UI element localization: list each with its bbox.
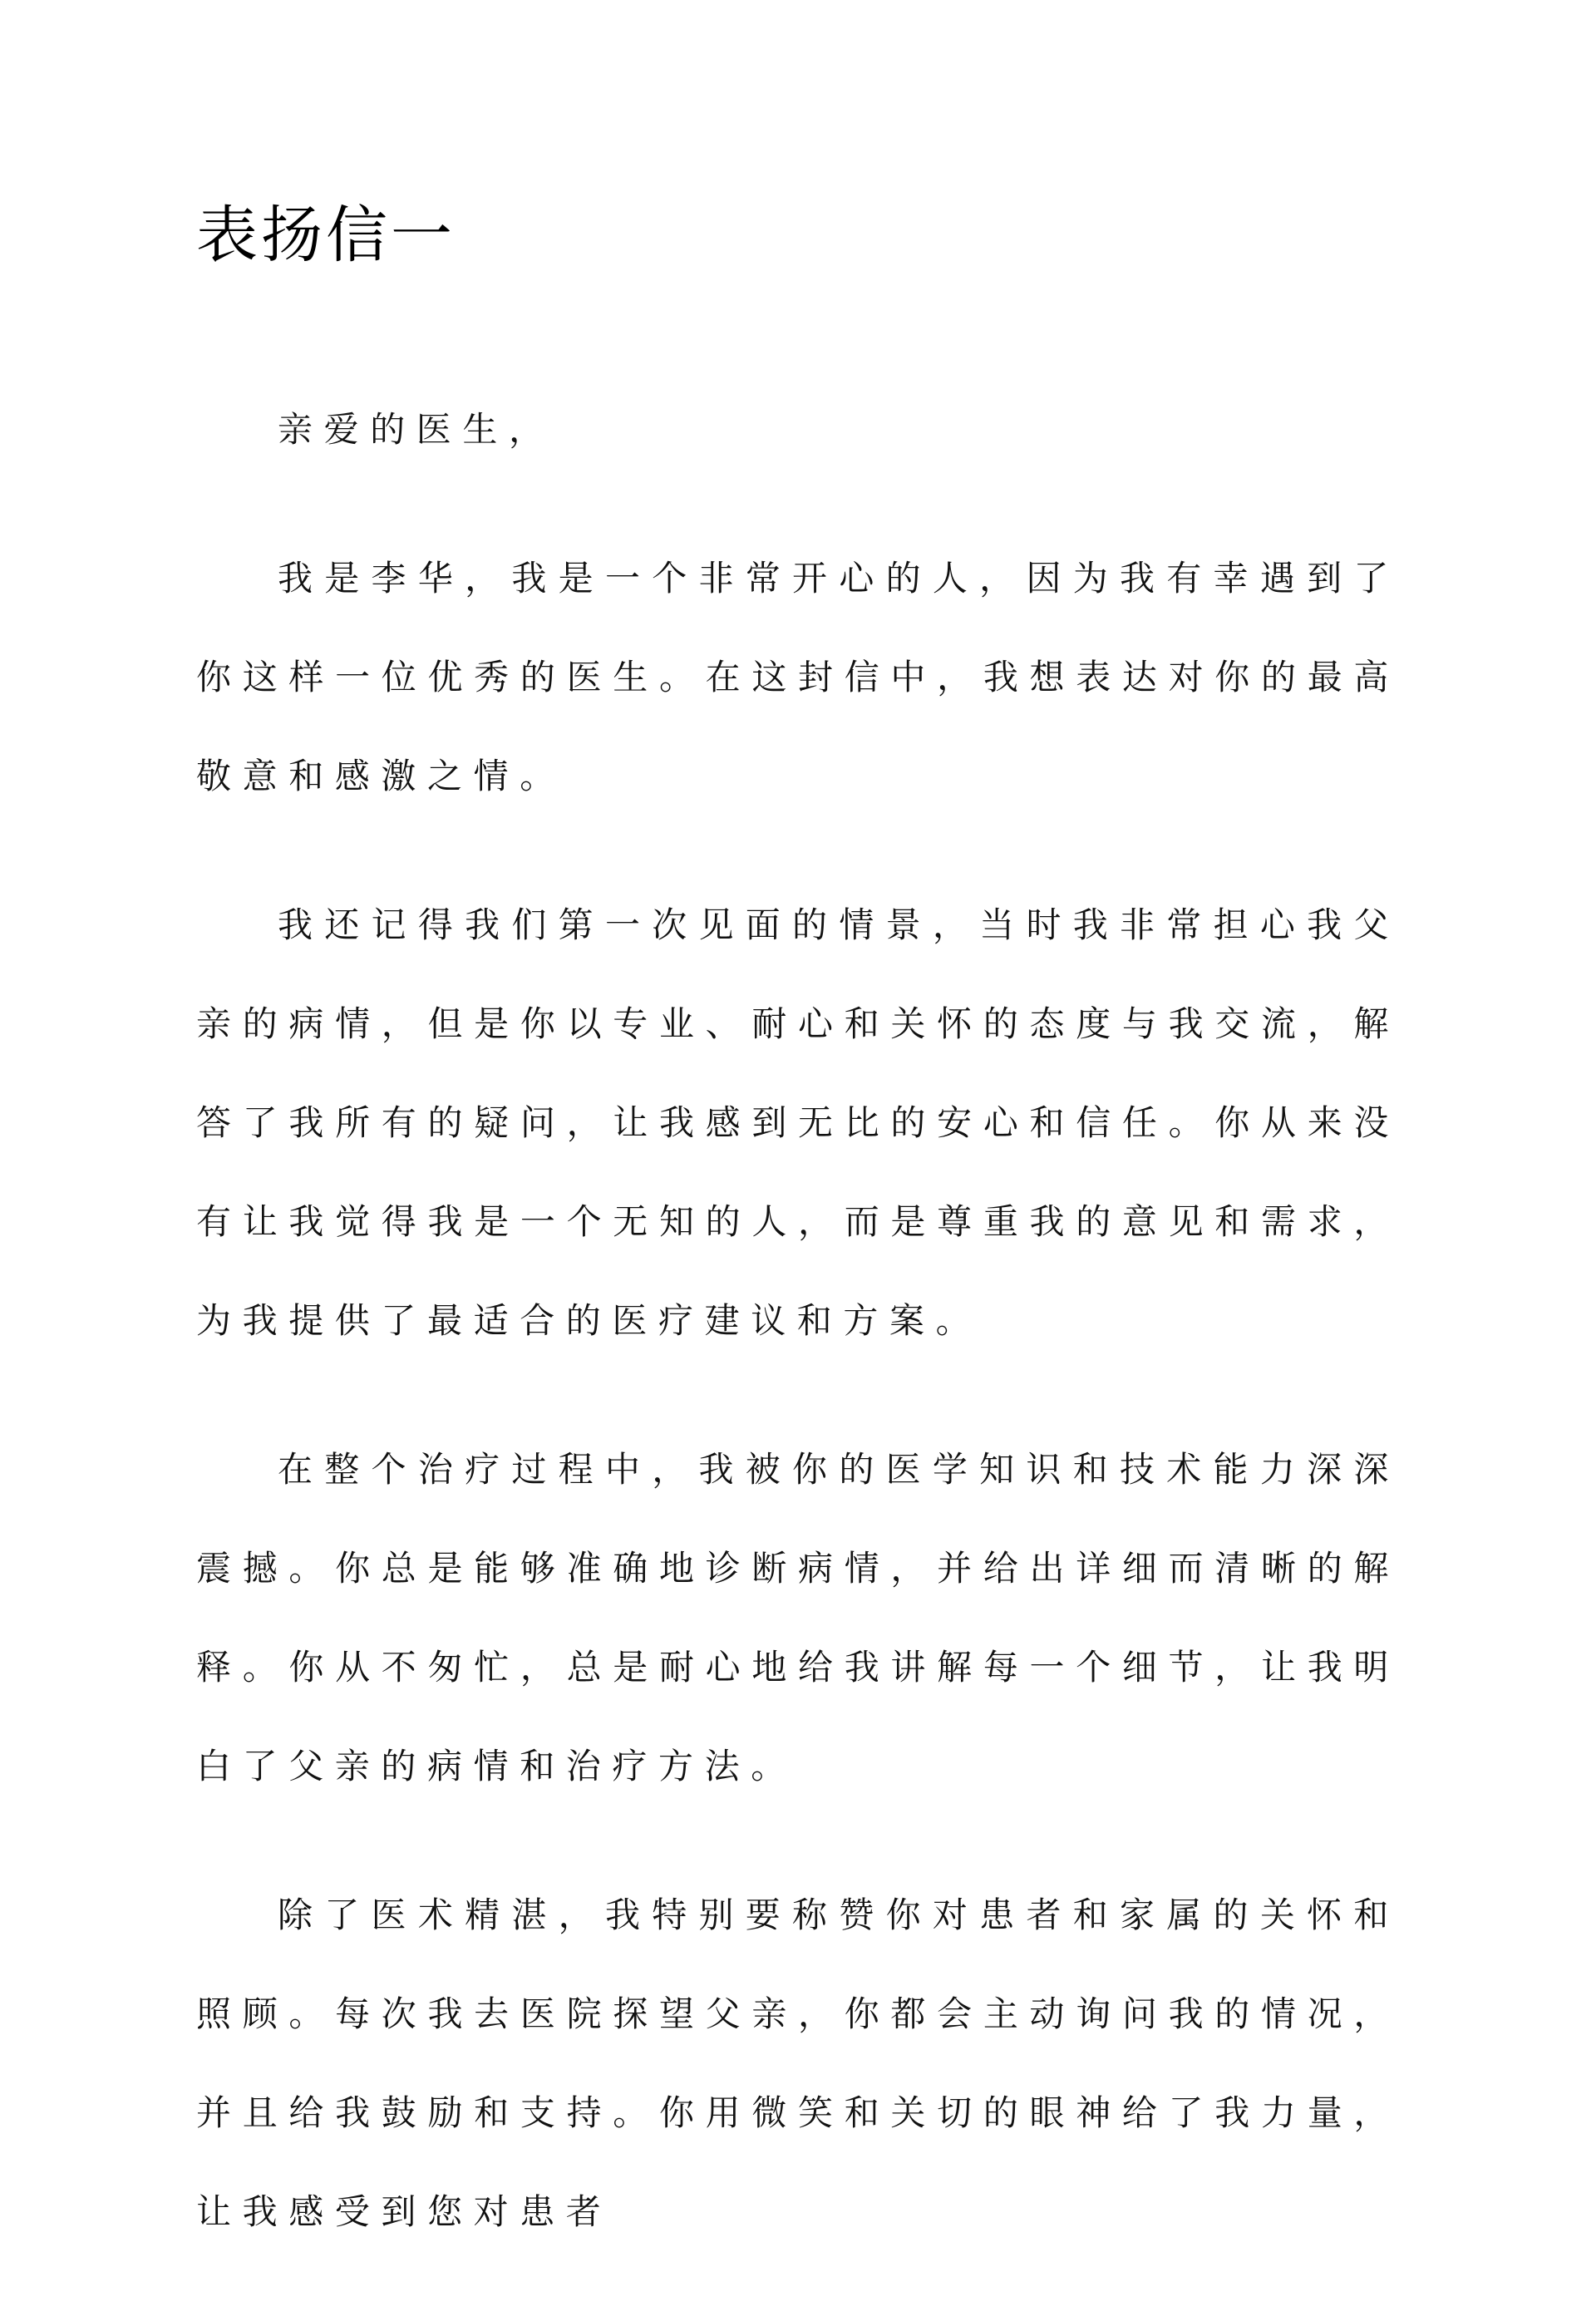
letter-paragraph-2: 我还记得我们第一次见面的情景，当时我非常担心我父亲的病情，但是你以专业、耐心和关怀的态度与我交流，解答了我所有的疑问，让我感到无比的安心和信任。你从来没有让我觉得我是一个无知的人，而是尊重我的意见和需求，为我提供了最适合的医疗建议和方案。 (196, 904, 1400, 1341)
letter-paragraph-4: 除了医术精湛，我特别要称赞你对患者和家属的关怀和照顾。每次我去医院探望父亲，你都会主动询问我的情况，并且给我鼓励和支持。你用微笑和关切的眼神给了我力量，让我感受到您对患者 (196, 1895, 1400, 2232)
letter-salutation: 亲爱的医生， (278, 409, 555, 450)
letter-paragraph-1: 我是李华，我是一个非常开心的人，因为我有幸遇到了你这样一位优秀的医生。在这封信中，我想表达对你的最高敬意和感激之情。 (196, 558, 1400, 796)
document-title: 表扬信一 (196, 200, 456, 271)
letter-body (196, 380, 1400, 2311)
letter-paragraph-3: 在整个治疗过程中，我被你的医学知识和技术能力深深震撼。你总是能够准确地诊断病情，并给出详细而清晰的解释。你从不匆忙，总是耐心地给我讲解每一个细节，让我明白了父亲的病情和治疗方法。 (196, 1449, 1400, 1786)
